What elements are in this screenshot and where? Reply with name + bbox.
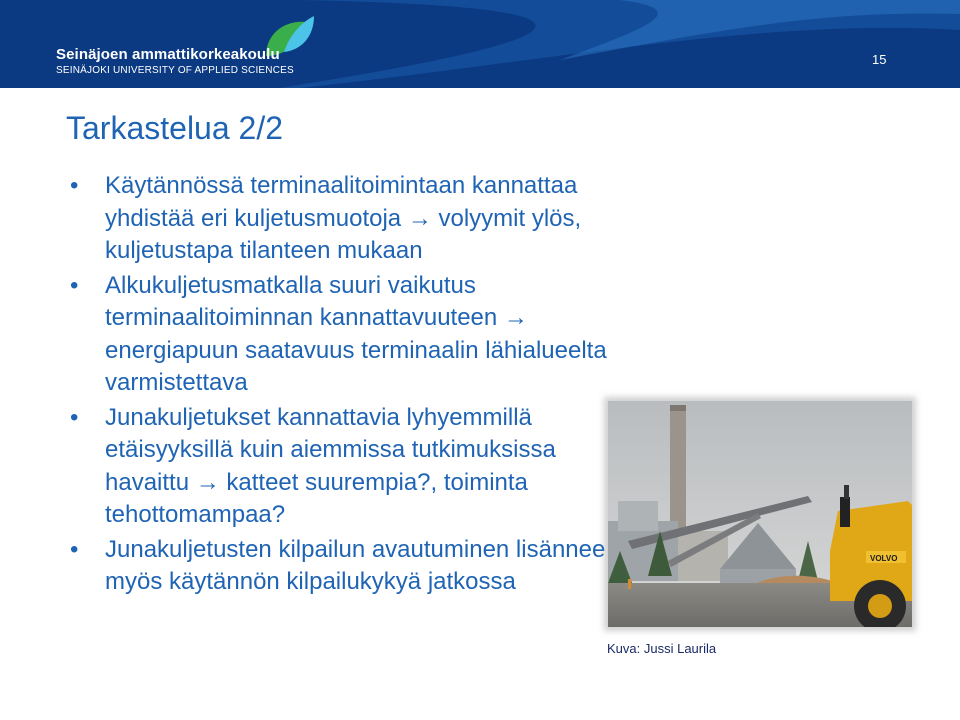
bullet-text: Junakuljetusten kilpailun avautuminen lisännee myös käytännön kilpailukykyä jatkossa xyxy=(105,535,606,595)
bullet-icon: • xyxy=(70,403,79,431)
bullet-text: Alkukuljetusmatkalla suuri vaikutus terminaalitoiminnan kannattavuuteen → energiapuun saatavuus terminaalin lähialueelta varmistettava xyxy=(105,271,607,396)
bullet-item xyxy=(70,402,630,532)
bullet-list xyxy=(70,170,630,601)
bullet-icon: • xyxy=(70,172,79,199)
bullet-icon: • xyxy=(70,271,79,299)
page-number: 15 xyxy=(872,52,887,67)
bullet-item xyxy=(70,170,630,268)
header-band xyxy=(0,0,960,88)
bullet-text: Junakuljetukset kannattavia lyhyemmillä etäisyyksillä kuin aiemmissa tutkimuksissa havaittu → katteet suurempia?, toiminta tehottomampaa? xyxy=(105,403,556,528)
bullet-text: Käytännössä terminaalitoimintaan kannattaa yhdistää eri kuljetusmuotoja → volyymit ylös, kuljetustapa tilanteen mukaan xyxy=(105,172,582,264)
org-name: Seinäjoen ammattikorkeakoulu xyxy=(56,46,280,63)
bullet-item xyxy=(70,534,630,599)
photo-logo-text: VOLVO xyxy=(870,554,898,563)
bullet-icon: • xyxy=(70,535,79,563)
photo-caption: Kuva: Jussi Laurila xyxy=(607,641,717,656)
slide-title: Tarkastelua 2/2 xyxy=(66,110,284,146)
terminal-photo xyxy=(608,401,912,627)
bullet-item xyxy=(70,270,630,400)
org-name-english: SEINÄJOKI UNIVERSITY OF APPLIED SCIENCES xyxy=(56,65,294,76)
